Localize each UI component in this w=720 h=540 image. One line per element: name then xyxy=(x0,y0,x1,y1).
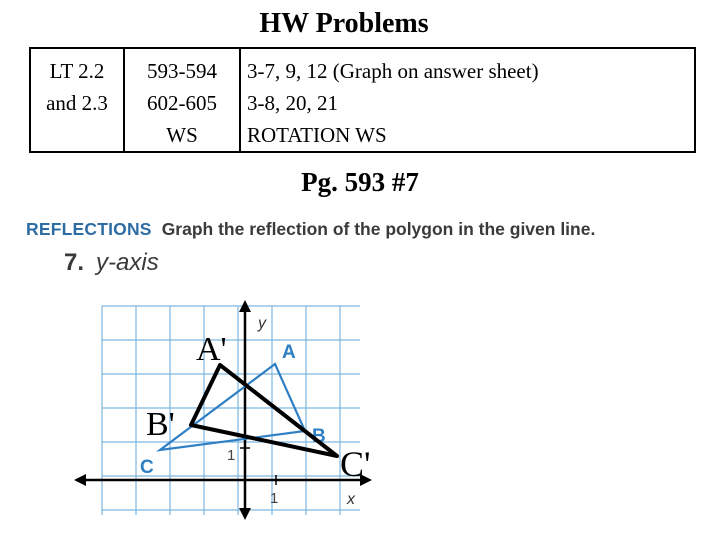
coordinate-graph xyxy=(60,290,440,530)
pages-line-2: 602-605 xyxy=(147,91,217,115)
pages-cell xyxy=(124,48,240,152)
problem-axis: y-axis xyxy=(96,249,159,276)
graph-grid xyxy=(102,306,360,515)
section-instruction: Graph the reflection of the polygon in the given line. xyxy=(161,219,596,239)
page-title: HW Problems xyxy=(259,8,429,39)
y-axis-label: y xyxy=(258,315,266,332)
pages-line-1: 593-594 xyxy=(147,59,217,83)
problem-number: 7. xyxy=(64,249,85,276)
lt-line-1: LT 2.2 xyxy=(49,59,105,83)
homework-table xyxy=(29,47,696,153)
x-axis-left-arrow xyxy=(74,474,86,486)
x-axis-label: x xyxy=(347,491,355,508)
reflected-label-a: A' xyxy=(196,331,227,368)
page-subtitle: Pg. 593 #7 xyxy=(301,167,419,197)
problems-line-2: 3-8, 20, 21 xyxy=(247,91,338,115)
problem-label xyxy=(64,249,159,277)
original-label-c: C xyxy=(140,457,154,478)
problems-line-1: 3-7, 9, 12 (Graph on answer sheet) xyxy=(247,59,539,83)
x-tick-label: 1 xyxy=(270,490,279,507)
original-label-b: B xyxy=(312,426,326,447)
reflected-label-c: C' xyxy=(340,444,371,484)
reflected-label-b: B' xyxy=(146,406,175,443)
learning-target-cell xyxy=(30,48,124,152)
y-tick-label: 1 xyxy=(227,447,236,464)
pages-line-3: WS xyxy=(166,123,198,147)
problems-line-3: ROTATION WS xyxy=(247,123,387,147)
lt-line-2: and 2.3 xyxy=(46,91,108,115)
problems-cell xyxy=(240,48,695,152)
section-header xyxy=(26,219,595,240)
section-heading: REFLECTIONS xyxy=(26,219,152,239)
original-label-a: A xyxy=(282,342,296,363)
y-axis-down-arrow xyxy=(239,508,251,520)
